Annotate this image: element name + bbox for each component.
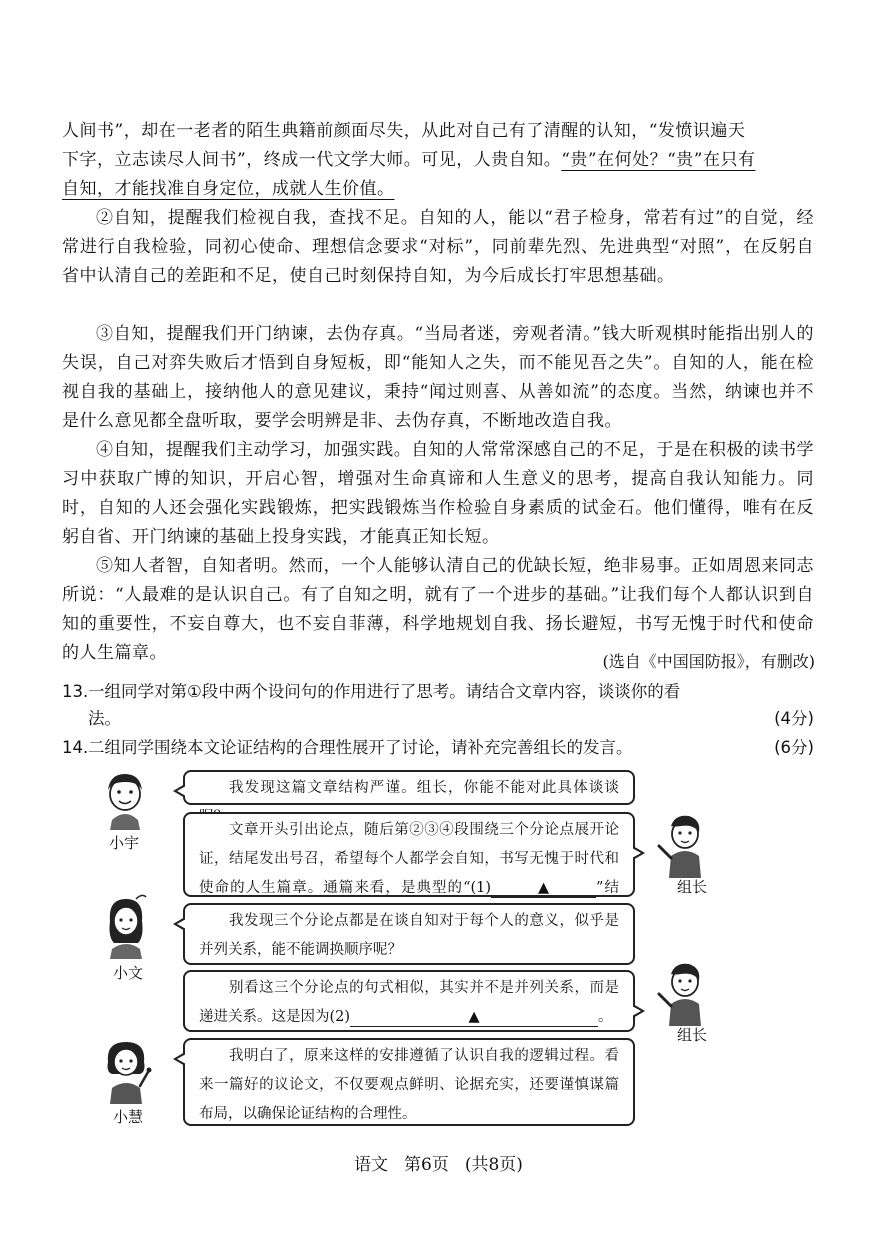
bubble-1-text: 我发现这篇文章结构严谨。组长，你能不能对此具体谈谈 [229,780,619,796]
page-footer [0,1150,877,1175]
bubble-2-end: ”结 [596,880,619,896]
blank-2[interactable]: ▲ [350,1008,598,1027]
xiaowen-avatar-icon [100,893,152,959]
bubble-4-body: 别看这三个分论点的句式相似，其实并不是并列关系，而是递进关系。这是因为 [199,980,619,1025]
bubble-leader-1 [183,812,635,897]
p1-line-1: 人间书”，却在一老者的陌生典籍前颜面尽失，从此对自己有了清醒的认知，“发愤识遍天 [62,121,746,141]
footer-page: 第6页 [404,1155,449,1175]
q14-score: (6分) [774,738,814,757]
question-14 [62,734,814,761]
paragraph-5: ⑤知人者智，自知者明。然而，一个人能够认清自己的优缺长短，绝非易事。正如周恩来同志所说：“人最难的是认识自己。有了自知之明，就有了一个进步的基础。”让我们每个人都认识到自知的重要性，不妄自尊大，也不妄自菲薄，科学地规划自我、扬长避短，书写无愧于时代和使命的人生篇章。 [62,556,814,663]
leader-2-name: 组长 [676,1026,707,1044]
blank-2-label: (2) [329,1009,351,1025]
bubble-xiaohui [183,1038,635,1126]
bubble-4-text [199,974,619,1032]
blank-1[interactable]: ▲ [491,879,596,898]
paragraph-2: ②自知，提醒我们检视自我，查找不足。自知的人，能以“君子检身，常若有过”的自觉，经常进行自我检验，同初心使命、理想信念要求“对标”，同前辈先烈、先进典型“对照”，在反躬自省中认清自己的差距和不足，使自己时刻保持自知，为今后成长打牢思想基础。 [62,208,814,286]
xiaoyu-avatar-icon [100,770,150,830]
p1-underlined-answer: 自知，才能找准自身定位，成就人生价值。 [62,179,395,199]
leader-avatar-2-icon [655,960,713,1026]
p1-line-2-text: 下字，立志读尽人间书”，终成一代文学大师。可见，人贵自知。 [62,150,562,170]
xiaoyu-name: 小宇 [108,834,139,852]
q13-text: 一组同学对第①段中两个设问句的作用进行了思考。请结合文章内容，谈谈你的看 [88,682,681,701]
bubble-3-text: 我发现三个分论点都是在谈自知对于每个人的意义，似乎是并列关系，能不能调换顺序呢？ [199,913,619,958]
q13-text-cont: 法。 [88,709,121,728]
bubble-xiaoyu-1 [183,770,635,805]
bubble-2-body: 文章开头引出论点，随后第②③④段围绕三个分论点展开论证，结尾发出号召，希望每个人都学会自知，书写无愧于时代和使命的人生篇章。通篇来看，是典型的“ [199,822,619,896]
footer-subject: 语文 [354,1155,389,1175]
q14-text: 二组同学围绕本文论证结构的合理性展开了讨论，请补充完善组长的发言。 [88,738,633,757]
xiaowen-name: 小文 [112,964,143,982]
paragraph-4: ④自知，提醒我们主动学习，加强实践。自知的人常常深感自己的不足，于是在积极的读书学习中获取广博的知识，开启心智，增强对生命真谛和人生意义的思考，提高自我认知能力。同时，自知的人还会强化实践锻炼，把实践锻炼当作检验自身素质的试金石。他们懂得，唯有在反躬自省、开门纳谏的基础上投身实践，才能真正知长短。 [62,440,814,547]
footer-total: (共8页) [464,1155,523,1175]
leader-1-name: 组长 [676,878,707,896]
xiaohui-name: 小慧 [112,1108,143,1126]
source-citation: (选自《中国国防报》，有删改) [602,652,815,671]
question-13 [62,678,814,732]
q13-number: 13. [62,682,89,701]
p1-underlined-question: “贵”在何处？“贵”在只有 [561,150,756,170]
leader-avatar-icon [655,812,713,878]
xiaohui-avatar-icon [100,1038,154,1104]
paragraph-1-end [62,117,814,204]
blank-1-label: (1) [470,880,492,896]
bubble-4-end: 。 [598,1009,613,1025]
bubble-leader-2 [183,970,635,1032]
q14-number: 14. [62,738,89,757]
q13-score: (4分) [774,709,814,728]
p1-line-2 [62,146,814,175]
bubble-5-text: 我明白了，原来这样的安排遵循了认识自我的逻辑过程。看来一篇好的议论文，不仅要观点鲜明、论据充实，还要谨慎谋篇布局，以确保论证结构的合理性。 [199,1048,619,1122]
paragraph-3: ③自知，提醒我们开门纳谏，去伪存真。“当局者迷，旁观者清。”钱大昕观棋时能指出别人的失误，自己对弈失败后才悟到自身短板，即“能知人之失，而不能见吾之失”。自知的人，能在检视自我的基础上，接纳他人的意见建议，秉持“闻过则喜、从善如流”的态度。当然，纳谏也并不是什么意见都全盘听取，要学会明辨是非、去伪存真，不断地改造自我。 [62,324,814,431]
bubble-xiaowen [183,903,635,965]
